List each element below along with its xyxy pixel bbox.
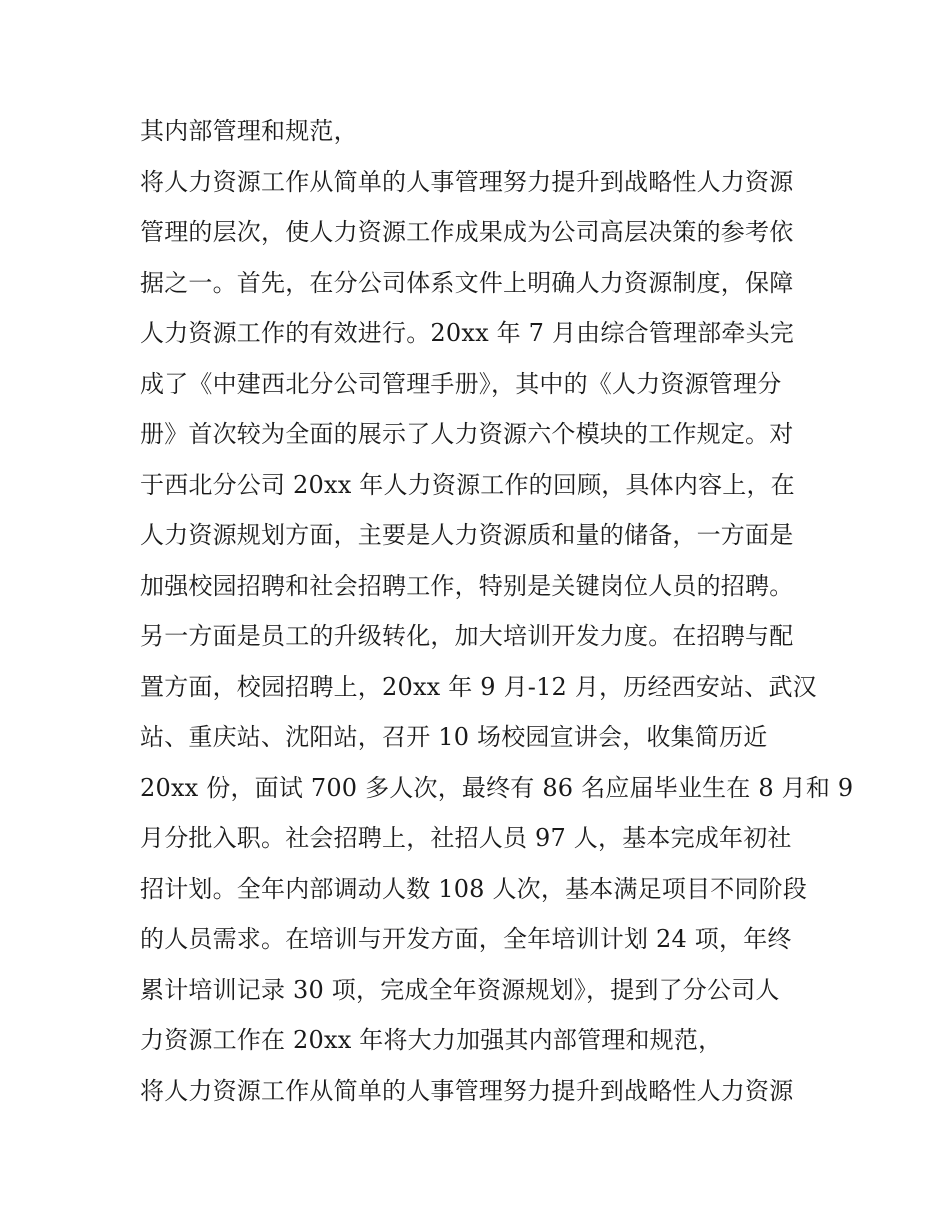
text-line: 人力资源规划方面，主要是人力资源质和量的储备，一方面是 bbox=[140, 521, 794, 549]
text-line: 其内部管理和规范， bbox=[140, 117, 358, 145]
text-line: 力资源工作在 20xx 年将大力加强其内部管理和规范， bbox=[140, 1026, 723, 1054]
text-line: 将人力资源工作从简单的人事管理努力提升到战略性人力资源 bbox=[140, 167, 794, 196]
text-line: 加强校园招聘和社会招聘工作，特别是关键岗位人员的招聘。 bbox=[140, 571, 794, 600]
body-text bbox=[140, 106, 854, 1116]
text-line: 的人员需求。在培训与开发方面，全年培训计划 24 项，年终 bbox=[140, 925, 792, 953]
text-line: 另一方面是员工的升级转化，加大培训开发力度。在招聘与配 bbox=[140, 622, 794, 650]
text-line: 册》首次较为全面的展示了人力资源六个模块的工作规定。对 bbox=[140, 420, 794, 448]
text-line: 将人力资源工作从简单的人事管理努力提升到战略性人力资源 bbox=[140, 1076, 794, 1105]
text-line: 于西北分公司 20xx 年人力资源工作的回顾，具体内容上，在 bbox=[140, 470, 795, 499]
text-line: 站、重庆站、沈阳站，召开 10 场校园宣讲会，收集简历近 bbox=[140, 723, 768, 751]
text-line: 管理的层次，使人力资源工作成果成为公司高层决策的参考依 bbox=[140, 218, 794, 246]
text-line: 据之一。首先，在分公司体系文件上明确人力资源制度，保障 bbox=[140, 268, 794, 297]
text-line: 成了《中建西北分公司管理手册》，其中的《人力资源管理分 bbox=[140, 369, 782, 398]
text-line: 招计划。全年内部调动人数 108 人次，基本满足项目不同阶段 bbox=[140, 874, 808, 903]
text-line: 置方面，校园招聘上，20xx 年 9 月-12 月，历经西安站、武汉 bbox=[140, 672, 817, 701]
text-line: 20xx 份，面试 700 多人次，最终有 86 名应届毕业生在 8 月和 9 bbox=[140, 773, 854, 802]
text-line: 人力资源工作的有效进行。20xx 年 7 月由综合管理部牵头完 bbox=[140, 319, 794, 347]
text-line: 月分批入职。社会招聘上，社招人员 97 人，基本完成年初社 bbox=[140, 824, 792, 852]
text-line: 累计培训记录 30 项，完成全年资源规划》，提到了分公司人 bbox=[140, 975, 780, 1004]
